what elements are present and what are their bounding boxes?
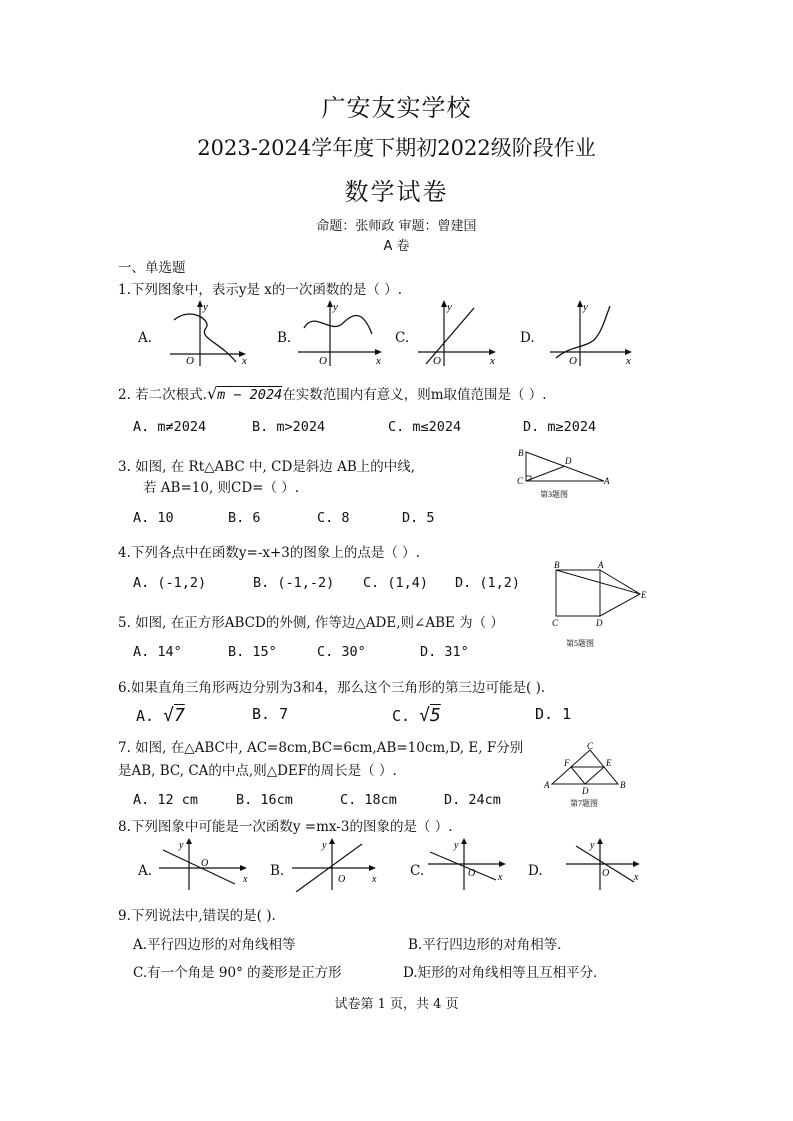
q3-option-c[interactable]: C. 8 bbox=[317, 510, 350, 526]
q6-option-a[interactable] bbox=[136, 705, 185, 726]
q1b-y-label: y bbox=[333, 301, 338, 313]
q8-graph-c bbox=[424, 836, 514, 892]
q3-option-a[interactable]: A. 10 bbox=[133, 510, 174, 526]
figure-q7 bbox=[540, 740, 636, 810]
q1-option-d[interactable]: D. bbox=[520, 330, 535, 346]
q8-option-d[interactable]: D. bbox=[528, 863, 543, 879]
question-5-stem: 5. 如图, 在正方形ABCD的外侧, 作等边△ADE,则∠ABE 为（ ） bbox=[118, 615, 504, 631]
q9-option-b[interactable]: B.平行四边形的对角相等． bbox=[408, 937, 571, 953]
q1-graph-c bbox=[414, 298, 504, 370]
fig7-label-b: B bbox=[620, 780, 626, 790]
q2-option-b[interactable]: B. m>2024 bbox=[252, 419, 326, 435]
q1-option-a[interactable]: A. bbox=[138, 330, 153, 346]
fig5-label-c: C bbox=[552, 618, 559, 628]
q1c-x-label: x bbox=[490, 355, 495, 367]
q3-option-b[interactable]: B. 6 bbox=[228, 510, 261, 526]
q2-option-d[interactable]: D. m≥2024 bbox=[523, 419, 597, 435]
fig7-label-f: F bbox=[564, 758, 570, 768]
question-3-stem-line2: 若 AB=10, 则CD=（ ）. bbox=[143, 480, 300, 496]
q8d-x-label: x bbox=[634, 872, 639, 883]
question-7-stem-line2: 是AB, BC, CA的中点,则△DEF的周长是（ ）. bbox=[118, 763, 397, 779]
question-9-stem: 9.下列说法中,错误的是( ). bbox=[118, 908, 276, 924]
q6-sqrt-a: √7 bbox=[163, 705, 185, 726]
q1-graph-a bbox=[150, 298, 260, 370]
q6-radicand-a: 7 bbox=[173, 705, 185, 726]
question-8-stem: 8.下列图象中可能是一次函数y =mx-3的图象的是（ ）. bbox=[118, 819, 453, 835]
fig3-label-d: D bbox=[565, 456, 572, 466]
fig7-caption: 第7题图 bbox=[570, 799, 598, 808]
q1c-y-label: y bbox=[447, 301, 452, 313]
fig5-label-b: B bbox=[554, 560, 560, 570]
q6-option-d[interactable]: D. 1 bbox=[535, 705, 572, 723]
q6-option-a-letter: A. bbox=[136, 707, 155, 725]
q1a-origin-label: O bbox=[186, 355, 194, 367]
q2-stem-pre: 2. 若二次根式. bbox=[118, 387, 207, 403]
exam-subject: 数学试卷 bbox=[344, 178, 449, 206]
section-title: 一、单选题 bbox=[118, 260, 186, 276]
page-footer: 试卷第 1 页，共 4 页 bbox=[334, 997, 459, 1012]
q9-option-a[interactable]: A.平行四边形的对角线相等 bbox=[133, 937, 296, 953]
fig5-label-e: E bbox=[641, 590, 647, 600]
q1b-origin-label: O bbox=[319, 355, 327, 367]
q8b-x-label: x bbox=[372, 874, 377, 885]
fig5-label-d: D bbox=[596, 618, 603, 628]
q8-option-b[interactable]: B. bbox=[270, 863, 285, 879]
figure-q5 bbox=[546, 558, 656, 652]
fig3-label-b: B bbox=[518, 448, 524, 458]
q4-option-b[interactable]: B. (-1,-2) bbox=[253, 575, 335, 591]
q8c-x-label: x bbox=[498, 872, 503, 883]
fig5-caption: 第5题图 bbox=[566, 639, 594, 648]
q2-stem-post: 在实数范围内有意义，则m取值范围是（ ）. bbox=[282, 387, 547, 403]
q1d-y-label: y bbox=[583, 301, 588, 313]
q4-option-c[interactable]: C. (1,4) bbox=[363, 575, 429, 591]
q8a-y-label: y bbox=[179, 840, 184, 851]
q1c-origin-label: O bbox=[433, 355, 441, 367]
q8-graph-d bbox=[562, 836, 648, 892]
q8b-origin-label: O bbox=[338, 874, 346, 885]
q5-option-c[interactable]: C. 30° bbox=[317, 644, 366, 660]
q1-option-b[interactable]: B. bbox=[277, 330, 292, 346]
figure-q3 bbox=[512, 444, 618, 502]
q8-option-c[interactable]: C. bbox=[410, 863, 425, 879]
q2-option-c[interactable]: C. m≤2024 bbox=[388, 419, 462, 435]
q5-option-b[interactable]: B. 15° bbox=[228, 644, 277, 660]
q1b-x-label: x bbox=[376, 355, 381, 367]
q1-graph-b bbox=[290, 298, 390, 370]
fig7-label-d: D bbox=[582, 786, 589, 796]
question-6-stem: 6.如果直角三角形两边分别为3和4，那么这个三角形的第三边可能是( ). bbox=[118, 680, 546, 696]
question-3-stem-line1: 3. 如图, 在 Rt△ABC 中, CD是斜边 AB上的中线, bbox=[118, 459, 416, 475]
q7-option-a[interactable]: A. 12 cm bbox=[133, 792, 199, 808]
question-1-stem: 1.下列图象中，表示y是 x的一次函数的是（ ）. bbox=[118, 282, 402, 298]
q2-radical: m − 2024 bbox=[217, 387, 283, 403]
fig5-label-a: A bbox=[598, 560, 604, 570]
fig3-label-c: C bbox=[517, 476, 524, 486]
q8-graph-a bbox=[155, 836, 255, 892]
q8a-origin-label: O bbox=[201, 858, 209, 869]
fig3-caption: 第3题图 bbox=[540, 490, 568, 499]
q8-option-a[interactable]: A. bbox=[138, 863, 153, 879]
q6-option-c-letter: C. bbox=[392, 707, 411, 725]
q6-option-b[interactable]: B. 7 bbox=[252, 705, 289, 723]
q1d-x-label: x bbox=[626, 355, 631, 367]
section-label: A 卷 bbox=[383, 239, 410, 254]
q1d-origin-label: O bbox=[569, 355, 577, 367]
q7-option-c[interactable]: C. 18cm bbox=[340, 792, 397, 808]
q4-option-a[interactable]: A. (-1,2) bbox=[133, 575, 207, 591]
q8c-origin-label: O bbox=[468, 868, 476, 879]
fig7-label-c: C bbox=[587, 741, 594, 751]
q8c-y-label: y bbox=[454, 840, 459, 851]
q1a-x-label: x bbox=[242, 355, 247, 367]
q8b-y-label: y bbox=[322, 840, 327, 851]
q5-option-a[interactable]: A. 14° bbox=[133, 644, 182, 660]
question-4-stem: 4.下列各点中在函数y=-x+3的图象上的点是（ ）. bbox=[118, 545, 420, 561]
question-2-stem: 2. 若二次根式.√m − 2024在实数范围内有意义，则m取值范围是（ ）. bbox=[118, 384, 547, 403]
q8-graph-b bbox=[288, 836, 384, 892]
q1a-y-label: y bbox=[203, 301, 208, 313]
q2-option-a[interactable]: A. m≠2024 bbox=[133, 419, 207, 435]
q1-option-c[interactable]: C. bbox=[395, 330, 410, 346]
question-7-stem-line1: 7. 如图, 在△ABC中, AC=8cm,BC=6cm,AB=10cm,D, E, F分别 bbox=[118, 740, 524, 756]
school-name: 广安友实学校 bbox=[321, 94, 472, 122]
q6-option-c[interactable] bbox=[392, 705, 441, 726]
exam-authors: 命题：张师政 审题：曾建国 bbox=[316, 219, 477, 234]
q5-option-d[interactable]: D. 31° bbox=[420, 644, 469, 660]
q1-graph-d bbox=[540, 298, 640, 370]
q8d-origin-label: O bbox=[602, 868, 610, 879]
q9-option-d[interactable]: D.矩形的对角线相等且互相平分． bbox=[403, 965, 607, 981]
q6-sqrt-c: √5 bbox=[419, 705, 441, 726]
q3-option-d[interactable]: D. 5 bbox=[402, 510, 435, 526]
fig3-label-a: A bbox=[604, 476, 610, 486]
q8a-x-label: x bbox=[243, 874, 248, 885]
q7-option-b[interactable]: B. 16cm bbox=[236, 792, 293, 808]
q9-option-c[interactable]: C.有一个角是 90° 的菱形是正方形 bbox=[133, 965, 342, 981]
q4-option-d[interactable]: D. (1,2) bbox=[455, 575, 521, 591]
q6-radicand-c: 5 bbox=[429, 705, 441, 726]
fig7-label-a: A bbox=[544, 780, 550, 790]
q7-option-d[interactable]: D. 24cm bbox=[444, 792, 501, 808]
exam-term: 2023-2024学年度下期初2022级阶段作业 bbox=[197, 136, 596, 160]
q8d-y-label: y bbox=[590, 840, 595, 851]
fig7-label-e: E bbox=[606, 758, 612, 768]
